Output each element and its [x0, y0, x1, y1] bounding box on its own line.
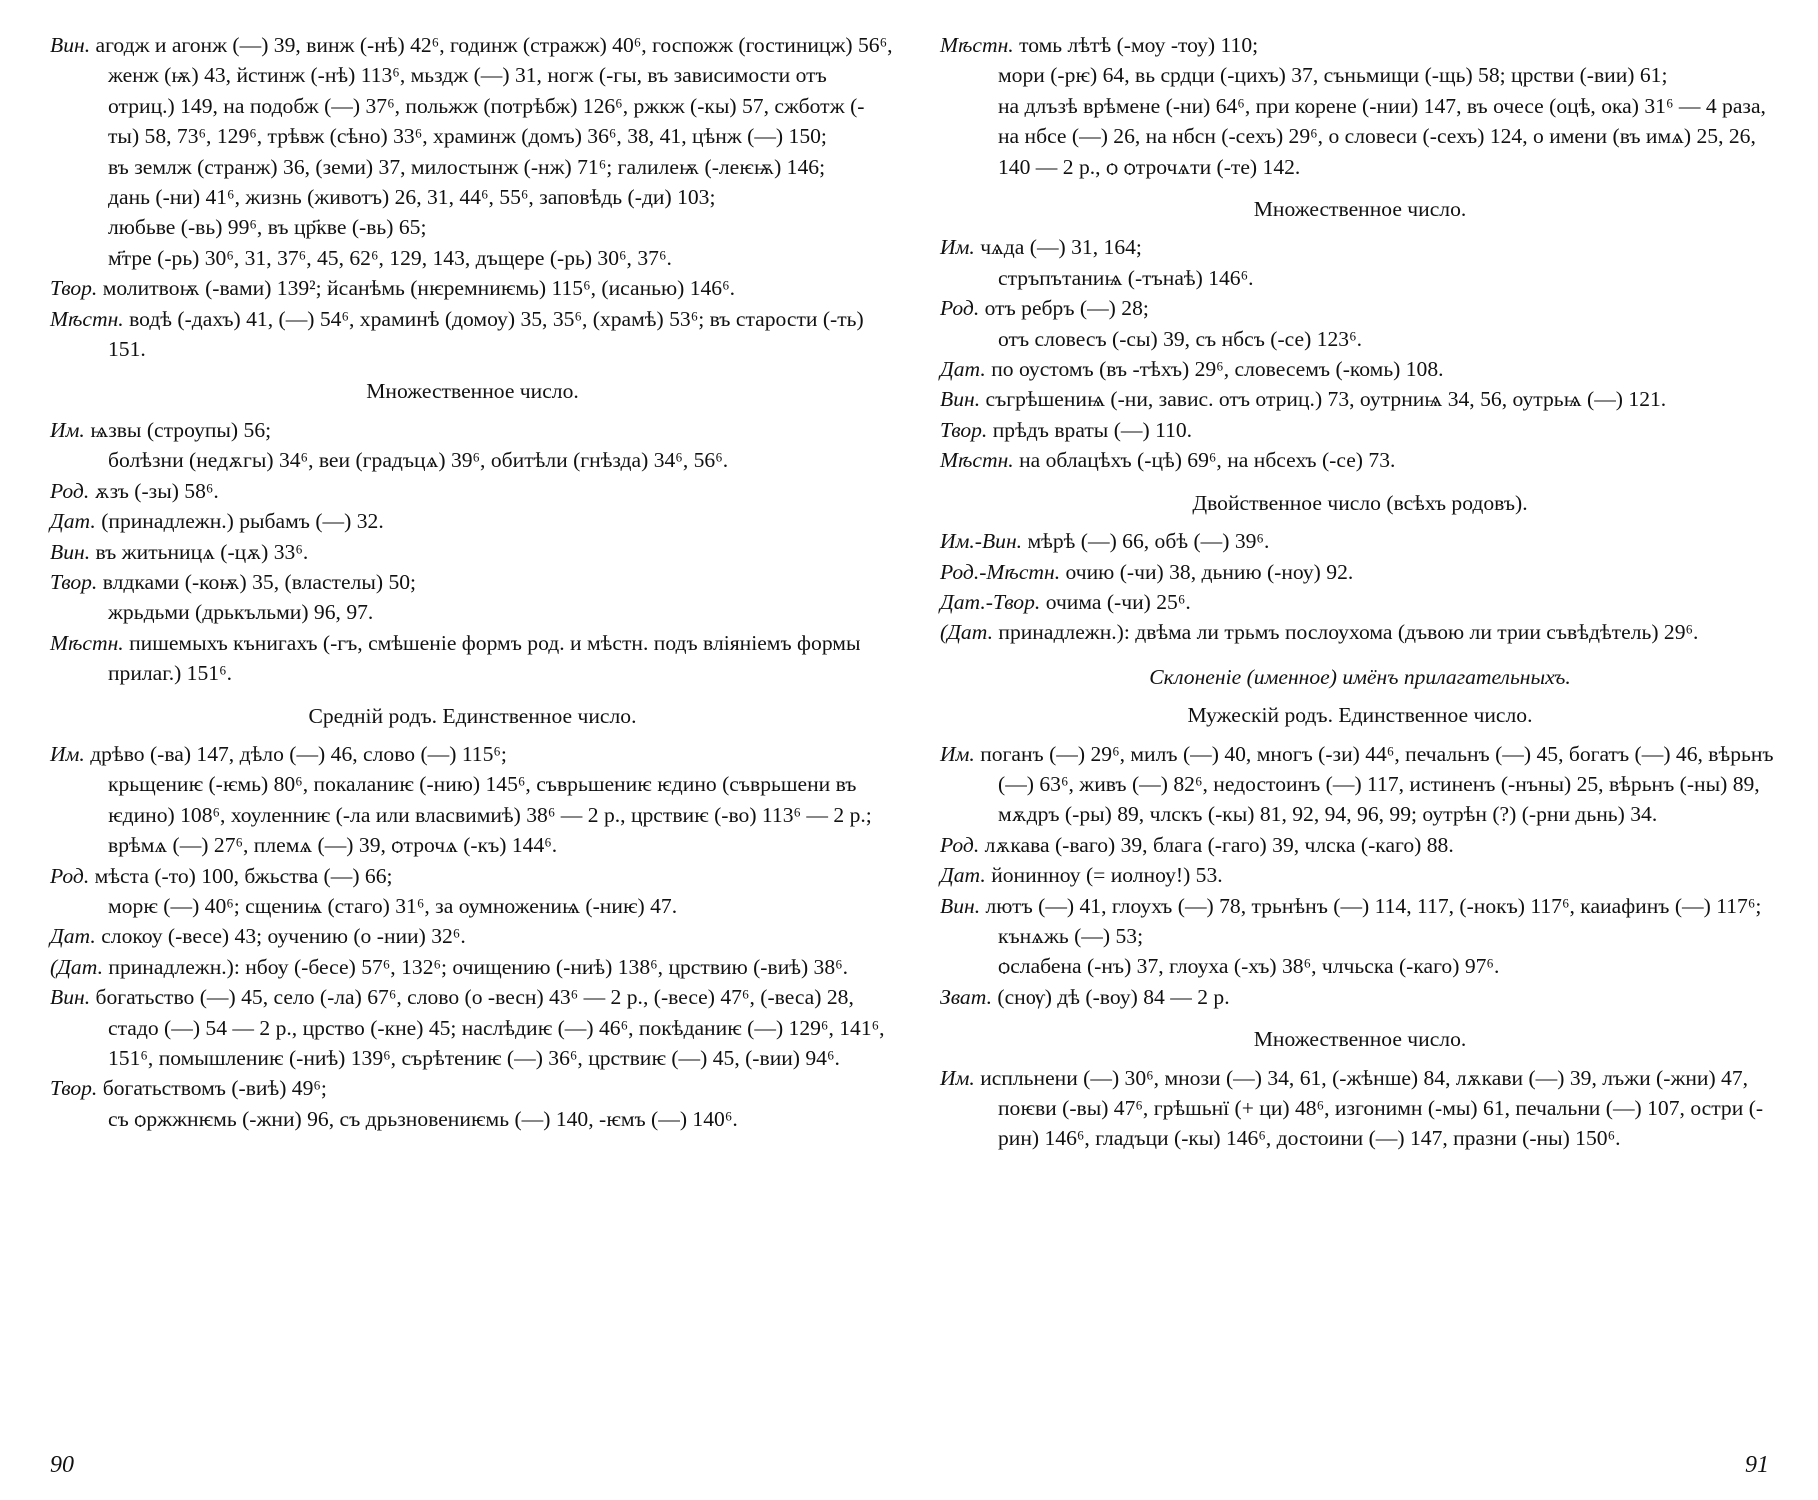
continuation-line: отъ словесъ (-сы) 39, съ нбсъ (-се) 123⁶. [998, 326, 1363, 351]
entry-paragraph [50, 506, 895, 536]
entry-text: принадлежн.): двѣма ли трьмъ послоухома (дъвою ли трии съвѣдѣтель) 29⁶. [998, 620, 1699, 645]
entry-text: лѫкава (-ваго) 39, блага (-гаго) 39, члска (-каго) 88. [984, 832, 1454, 857]
entry-paragraph [940, 587, 1780, 617]
entry-text: мѣста (-то) 100, бжьства (—) 66; [94, 863, 393, 888]
entry-text: въ житьницѧ (-цѫ) 33⁶. [95, 539, 309, 564]
case-label: Вин. [50, 33, 91, 57]
entry-paragraph [940, 232, 1780, 262]
entry-paragraph [940, 30, 1780, 60]
section-heading: Средній родъ. Единственное число. [308, 703, 637, 728]
entry-text: агодж и агонж (—) 39, винж (-нѣ) 42⁶, годинж (стражж) 40⁶, госпожж (гостиницж) 56⁶, женж (ѭ) 43, йстинж (-нѣ) 113⁶, мьздж (—) 31, ногж (-гы, въ зависимости отъ отриц.) 149, на подобж (—) 37⁶, польжж (потрѣбж) 126⁶, ржкж (-кы) 57, сжботж (-ты) 58, 73⁶, 129⁶, трѣвж (сѣно) 33⁶, храминж (домъ) 36⁶, 38, 41, цѣнж (—) 150; [95, 33, 893, 149]
entry-text: ѩзвы (строупы) 56; [90, 417, 272, 442]
entry-text: лютъ (—) 41, глоухъ (—) 78, трьнѣнъ (—) 114, 117, (-нокъ) 117⁶, каиафинъ (—) 117⁶; кънѧжь (—) 53; [985, 893, 1762, 948]
entry-paragraph [50, 476, 895, 506]
entry-paragraph [940, 739, 1780, 830]
entry-paragraph [50, 1073, 895, 1103]
entry-text: томь лѣтѣ (-моу -тоу) 110; [1019, 33, 1259, 57]
case-label: Род. [50, 863, 90, 888]
case-label: Вин. [940, 893, 981, 918]
case-label: (Дат. [50, 954, 103, 979]
case-label: Мѣстн. [50, 630, 124, 655]
entry-paragraph [50, 30, 895, 152]
entry-paragraph [50, 861, 895, 891]
section-heading: Склоненіе (именное) имёнъ прилагательныхъ. [1149, 664, 1571, 689]
case-label: Вин. [50, 985, 91, 1010]
case-label: Им. [50, 741, 85, 766]
entry-paragraph [940, 830, 1780, 860]
page-number-left: 90 [50, 1452, 74, 1478]
case-label: Род. [50, 478, 90, 503]
case-label: Вин. [50, 539, 91, 564]
entry-text: прѣдъ враты (—) 110. [992, 417, 1193, 442]
entry-text: съгрѣшениѩ (-ни, завис. отъ отриц.) 73, оутрниѩ 34, 56, оутрьѩ (—) 121. [985, 387, 1667, 412]
case-label: Мѣстн. [940, 33, 1014, 57]
case-label: Мѣстн. [50, 306, 124, 331]
entry-paragraph [50, 537, 895, 567]
continuation-line: въ землж (странж) 36, (земи) 37, милостынж (-нж) 71⁶; галилеѭ (-леѥѭ) 146; [108, 154, 826, 179]
case-label: Им. [50, 417, 85, 442]
entry-paragraph [940, 860, 1780, 890]
case-label: Дат. [940, 357, 986, 382]
case-label: Дат. [50, 924, 96, 949]
right-page [940, 30, 1780, 1154]
case-label: Дат. [50, 509, 96, 534]
entry-paragraph [50, 273, 895, 303]
entry-paragraph [940, 557, 1780, 587]
page-number-right: 91 [1745, 1452, 1769, 1478]
entry-paragraph [940, 384, 1780, 414]
entry-text: влдками (-коѭ) 35, (властелы) 50; [102, 569, 417, 594]
entry-text: отъ ребръ (—) 28; [984, 296, 1149, 321]
section-heading: Множественное число. [1253, 197, 1467, 222]
case-label: Твор. [50, 1076, 98, 1101]
case-label: Твор. [50, 276, 98, 301]
case-label: Род.-Мѣстн. [940, 559, 1061, 584]
entry-text: очию (-чи) 38, дьнию (-ноу) 92. [1065, 559, 1354, 584]
section-heading: Мужескій родъ. Единственное число. [1187, 703, 1533, 728]
left-page [50, 30, 895, 1134]
entry-paragraph [940, 415, 1780, 445]
entry-paragraph [50, 982, 895, 1073]
entry-text: поганъ (—) 29⁶, милъ (—) 40, многъ (-зи) 44⁶, печальнъ (—) 45, богатъ (—) 46, вѣрьнъ (—) 63⁶, живъ (—) 82⁶, недостоинъ (—) 117, истиненъ (-нъны) 25, вѣрьнъ (-ны) 89, мѫдръ (-ры) 89, члскъ (-кы) 81, 92, 94, 96, 99; оутрѣн (?) (-рни дьнь) 34. [980, 741, 1774, 827]
entry-text: дрѣво (-ва) 147, дѣло (—) 46, слово (—) 115⁶; [90, 741, 507, 766]
entry-text: йонинноу (= иолноу!) 53. [991, 863, 1223, 888]
entry-text: молитвоѭ (-вами) 139²; йсанѣмь (нѥремниѥмь) 115⁶, (исанью) 146⁶. [102, 276, 736, 301]
entry-paragraph [940, 617, 1780, 647]
entry-text: пишемыхъ кънигахъ (-гъ, смѣшеніе формъ род. и мѣстн. подъ вліяніемъ формы прилаг.) 151⁶. [108, 630, 861, 686]
entry-paragraph [50, 952, 895, 982]
case-label: Им. [940, 741, 975, 766]
case-label: Вин. [940, 387, 981, 412]
entry-text: очима (-чи) 25⁶. [1045, 589, 1191, 614]
case-label: Мѣстн. [940, 448, 1014, 473]
entry-text: чѧда (—) 31, 164; [980, 235, 1142, 260]
case-label: Им.-Вин. [940, 529, 1023, 554]
continuation-line: любьве (-вь) 99⁶, въ цр҃кве (-вь) 65; [108, 215, 427, 240]
entry-text: (снѹ) дѣ (-воу) 84 — 2 р. [997, 984, 1230, 1009]
entry-text: испльнени (—) 30⁶, мнози (—) 34, 61, (-жѣнше) 84, лѫкави (—) 39, лъжи (-жни) 47, поѥви (-вы) 47⁶, грѣшьнї (+ ци) 48⁶, изгонимн (-мы) 61, печальни (—) 107, остри (-рин) 146⁶, гладъци (-кы) 146⁶, достоини (—) 147, празни (-ны) 150⁶. [980, 1065, 1764, 1151]
case-label: Им. [940, 235, 975, 260]
entry-text: водѣ (-дахъ) 41, (—) 54⁶, храминѣ (домоу) 35, 35⁶, (храмѣ) 53⁶; въ старости (-ть) 151. [108, 306, 864, 362]
entry-paragraph [940, 891, 1780, 952]
case-label: Дат.-Твор. [940, 589, 1041, 614]
entry-paragraph [940, 354, 1780, 384]
continuation-line: ѻслабена (-нъ) 37, глоуха (-хъ) 38⁶, члчьска (-каго) 97⁶. [998, 954, 1500, 979]
entry-text: по оустомъ (въ -тѣхъ) 29⁶, словесемъ (-комь) 108. [991, 357, 1444, 382]
entry-paragraph [940, 526, 1780, 556]
entry-paragraph [940, 445, 1780, 475]
section-heading: Двойственное число (всѣхъ родовъ). [1192, 490, 1528, 515]
continuation-line: дань (-ни) 41⁶, жизнь (животъ) 26, 31, 44⁶, 55⁶, заповѣдь (-ди) 103; [108, 185, 716, 210]
entry-paragraph [50, 921, 895, 951]
case-label: Зват. [940, 984, 992, 1009]
section-heading: Множественное число. [366, 379, 579, 404]
continuation-line: стръпътаниѩ (-тънаѣ) 146⁶. [998, 265, 1254, 290]
entry-paragraph [50, 304, 895, 365]
entry-text: богатьствомъ (-виѣ) 49⁶; [102, 1076, 327, 1101]
continuation-line: мори (-рѥ) 64, вь срдци (-цихъ) 37, съньмищи (-щь) 58; црстви (-вии) 61; [998, 63, 1668, 88]
continuation-line: м҃тре (-рь) 30⁶, 31, 37⁶, 45, 62⁶, 129, 143, дъщере (-рь) 30⁶, 37⁶. [108, 245, 672, 270]
continuation-line: крьщениѥ (-ѥмь) 80⁶, покаланиѥ (-нию) 145⁶, съврьшениѥ ѥдино (съврьшени въ ѥдино) 108⁶, хоуленниѥ (-ла или власвимиѣ) 38⁶ — 2 р., црствиѥ (-во) 113⁶ — 2 р.; [108, 772, 872, 827]
case-label: Род. [940, 832, 980, 857]
continuation-line: съ ѻржжнѥмь (-жни) 96, съ дрьзновениѥмь (—) 140, -ѥмъ (—) 140⁶. [108, 1106, 738, 1131]
case-label: Им. [940, 1065, 975, 1090]
case-label: Дат. [940, 863, 986, 888]
entry-text: слокоу (-весе) 43; оучению (о -нии) 32⁶. [101, 924, 466, 949]
case-label: Твор. [50, 569, 98, 594]
entry-text: (принадлежн.) рыбамъ (—) 32. [101, 509, 384, 534]
continuation-line: врѣмѧ (—) 27⁶, племѧ (—) 39, ѻтрочѧ (-къ) 144⁶. [108, 833, 558, 858]
entry-paragraph [50, 415, 895, 445]
entry-paragraph [50, 567, 895, 597]
entry-paragraph [50, 739, 895, 769]
entry-paragraph [940, 982, 1780, 1012]
continuation-line: на длъзѣ врѣмене (-ни) 64⁶, при корене (-нии) 147, въ очесе (оцѣ, ока) 31⁶ — 4 раза, на нбсе (—) 26, на нбсн (-сехъ) 29⁶, о словеси (-сехъ) 124, о имени (въ имѧ) 25, 26, 140 — 2 р., ѻ ѻтрочѧти (-те) 142. [998, 93, 1766, 179]
case-label: Твор. [940, 417, 988, 442]
entry-paragraph [940, 1063, 1780, 1154]
continuation-line: болѣзни (недѫгы) 34⁶, веи (градъцѧ) 39⁶, обитѣли (гнѣзда) 34⁶, 56⁶. [108, 448, 729, 473]
entry-text: мѣрѣ (—) 66, обѣ (—) 39⁶. [1027, 529, 1270, 554]
entry-text: принадлежн.): нбоу (-бесе) 57⁶, 132⁶; очищению (-ниѣ) 138⁶, црствию (-виѣ) 38⁶. [108, 954, 849, 979]
section-heading: Множественное число. [1253, 1027, 1467, 1052]
entry-text: на облацѣхъ (-цѣ) 69⁶, на нбсехъ (-се) 73. [1019, 448, 1396, 473]
entry-paragraph [940, 293, 1780, 323]
entry-paragraph [50, 628, 895, 689]
continuation-line: морѥ (—) 40⁶; сщениѩ (стаго) 31⁶, за оумножениѩ (-ниѥ) 47. [108, 893, 678, 918]
case-label: Род. [940, 296, 980, 321]
case-label: (Дат. [940, 620, 993, 645]
entry-text: ѫзъ (-зы) 58⁶. [94, 478, 219, 503]
entry-text: богатьство (—) 45, село (-ла) 67⁶, слово (о -весн) 43⁶ — 2 р., (-весе) 47⁶, (-веса) 28, стадо (—) 54 — 2 р., црство (-кне) 45; наслѣдиѥ (—) 46⁶, покѣданиѥ (—) 129⁶, 141⁶, 151⁶, помышлениѥ (-ниѣ) 139⁶, сърѣтениѥ (—) 36⁶, црствиѥ (—) 45, (-вии) 94⁶. [95, 985, 885, 1070]
continuation-line: жрьдьми (дрькъльми) 96, 97. [108, 600, 374, 625]
